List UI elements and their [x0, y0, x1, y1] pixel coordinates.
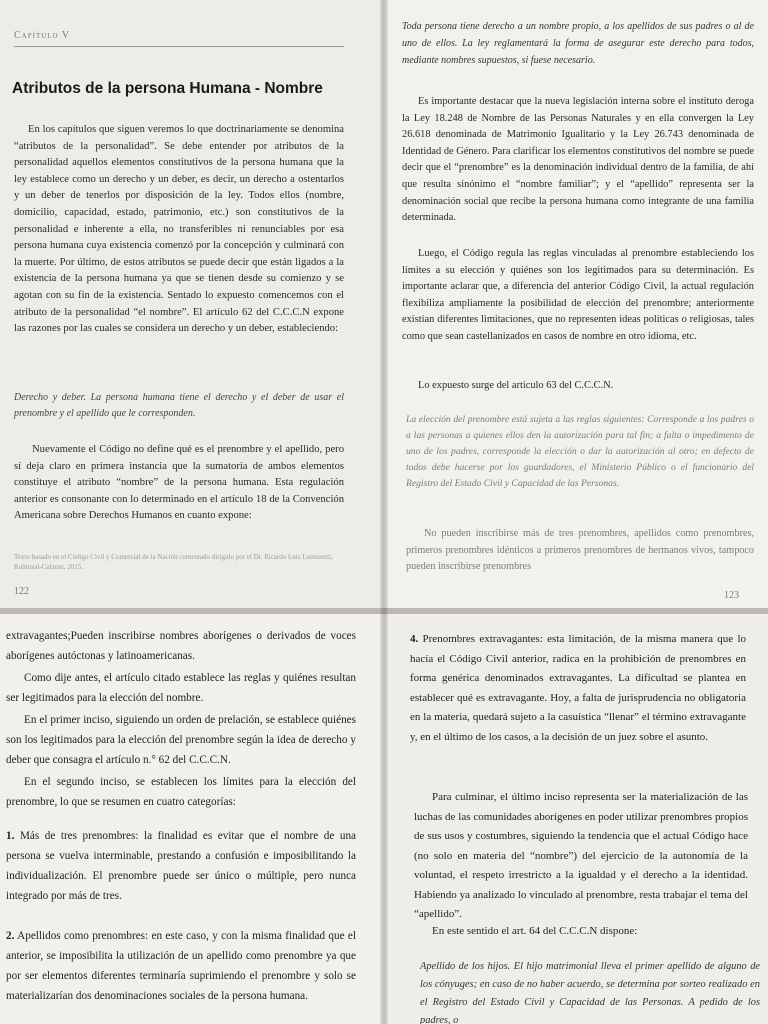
- page-number: 122: [14, 586, 29, 597]
- page-number: 123: [724, 590, 739, 601]
- list-item: [6, 926, 356, 1006]
- item-text: Prenombres extravagantes: esta limitación, de la misma manera que lo hacía el Código Civil anterior, radica en la prohibición de prenombres en forma genérica denominados extravagantes. La dificultad se plantea en establecer qué es extravagante. Hoy, a falta de jurisprudencia no obligatoria en la materia, quedará sujeto a la casuística “llenar” el término extravagante y, en el último de los casos, a la decisión de un juez sobre el asunto.: [410, 633, 746, 743]
- item-text: Más de tres prenombres: la finalidad es evitar que el nombre de una persona se vuelva interminable, prestando a confusión e imposibilitando la individualización. El prenombre puede ser único o múltiple, pero nunca integrado por más de tres.: [6, 830, 357, 902]
- book-gutter: [380, 0, 388, 1024]
- header-rule: [14, 46, 344, 47]
- page-124: [0, 612, 384, 1024]
- paragraph: Para culminar, el último inciso representa ser la materialización de las luchas de las comunidades aborígenes en poder utilizar prenombres propios de sus usos y costumbres, siguiendo la tendencia que el actual Código hace (no solo en materia del “nombre”) del ejercicio de la autonomía de la voluntad, el respeto irrestricto a la igualdad y el derecho a la identidad. Habiendo ya analizado lo vinculado al prenombre, resta trabajar el tema del “apellido”.: [414, 791, 748, 920]
- footnote: Texto basado en el Código Civil y Comercial de la Nación comentado dirigido por el Dr. Ricardo Luis Lorenzetti, Rubinzal-Culzoni, 2015.: [14, 553, 333, 571]
- page-123: [384, 0, 768, 612]
- block-quote: Apellido de los hijos. El hijo matrimonial lleva el primer apellido de alguno de los cónyuges; en caso de no haber acuerdo, se determina por sorteo realizado en el Registro del Estado Civil y Capacidad de las Personas. A pedido de los padres, o: [420, 961, 760, 1024]
- item-number: 2.: [6, 930, 15, 942]
- paragraph: Luego, el Código regula las reglas vinculadas al prenombre estableciendo los límites a su elección y quiénes son los legitimados para su determinación. Es importante aclarar que, a diferencia del anterior Código Civil, la actual regulación flexibiliza ampliamente la posibilidad de elección del prenombre; anteriormente existían diferentes limitaciones, que no representen ideas políticas o religiosas, tales como que sean castellanizados en casos de nombre en otro idioma, etc.: [402, 248, 754, 342]
- block-quote: La elección del prenombre está sujeta a las reglas siguientes: Corresponde a los padres o a las personas a quienes ellos den la autorización para tal fin; a falta o impedimento de uno de los padres, corresponde la elección o dar la autorización al otro; en defecto de todos debe hacerse por los guardadores, el Ministerio Público o el funcionario del Registro del Estado Civil y Capacidad de las Personas.: [406, 414, 754, 489]
- paragraph: En este sentido el art. 64 del C.C.C.N dispone:: [432, 925, 638, 937]
- page-125: [384, 612, 768, 1024]
- paragraph: extravagantes;Pueden inscribirse nombres aborígenes o derivados de voces aborígenes autóctonas y latinoamericanas.: [6, 630, 356, 662]
- paragraph: Es importante destacar que la nueva legislación interna sobre el instituto deroga la Ley 18.248 de Nombre de las Personas Naturales y en ella convergen la Ley 26.618 denominada de Matrimonio Igualitario y la Ley 26.743 denominada de Identidad de Género. Para clarificar los elementos constitutivos del nombre se puede decir que el “prenombre” es la denominación individual dentro de la familia, de ahí que resulta sinónimo el “nombre familiar”; y el “apellido” representa ser la denominación social que recibe la persona humana como integrante de una familia determinada.: [402, 96, 755, 224]
- block-quote: Toda persona tiene derecho a un nombre propio, a los apellidos de sus padres o al de uno de ellos. La ley reglamentará la forma de asegurar este derecho para todos, mediante nombres supuestos, si fuese necesario.: [402, 21, 754, 66]
- item-number: 4.: [410, 633, 419, 645]
- item-number: 1.: [6, 830, 15, 842]
- page-122: [0, 0, 384, 612]
- paragraph: No pueden inscribirse más de tres prenombres, apellidos como prenombres, primeros prenombres idénticos a primeros prenombres de hermanos vivos, tampoco pueden inscribirse prenombres: [406, 528, 754, 573]
- block-quote: Derecho y deber. La persona humana tiene el derecho y el deber de usar el prenombre y el apellido que le corresponden.: [14, 392, 344, 419]
- chapter-title: Atributos de la persona Humana - Nombre: [12, 80, 323, 97]
- list-item: [6, 826, 356, 906]
- list-item: [410, 630, 746, 747]
- running-head: Capítulo V: [14, 30, 71, 41]
- item-text: Apellidos como prenombres: en este caso, y con la misma finalidad que el anterior, se imposibilita la utilización de un apellido como prenombre ya que por ser elementos diferentes terminaría suprimiendo el prenombre y solo se materializarían dos denominaciones sociales de la persona humana.: [6, 930, 356, 1002]
- paragraph: En el primer inciso, siguiendo un orden de prelación, se establece quiénes son los legitimados para la elección del prenombre según la idea de derecho y deber que consagra el artículo n.° 62 del C.C.C.N.: [6, 714, 356, 766]
- paragraph: En los capítulos que siguen veremos lo que doctrinariamente se denomina “atributos de la personalidad”. Se debe entender por atributos de la personalidad aquellos elementos constitutivos de la persona humana que la ley establece como un derecho y un deber, es decir, un derecho a ostentarlos y un deber de tenerlos por disposición de la ley. Todos ellos (nombre, domicilio, capacidad, estado, patrimonio, etc.) son constitutivos de la personalidad e inherente a ella, no transferibles ni renunciables por esa persona humana cuya existencia comenzó por la concepción y culminará con la muerte. Por último, de estos atributos se puede decir que están ligados a la existencia de la persona humana ya que se tienen desde su comienzo y se agotan con su fin de la existencia. Sentado lo expuesto comencemos con el atributo de la personalidad “el nombre”. El artículo 62 del C.C.C.N expone las razones por las cuales se considera un derecho y un deber, estableciendo:: [14, 124, 344, 335]
- paragraph: Como dije antes, el artículo citado establece las reglas y quiénes resultan ser legitimados para la elección del nombre.: [6, 672, 356, 704]
- paragraph: Nuevamente el Código no define qué es el prenombre y el apellido, pero sí deja claro en primera instancia que la sumatoria de ambos elementos constituye el atributo “nombre” de la persona humana. Esta regulación anterior es consonante con lo determinado en el artículo 18 de la Convención Americana sobre Derechos Humanos en cuanto expone:: [14, 444, 344, 522]
- paragraph: Lo expuesto surge del artículo 63 del C.C.C.N.: [418, 380, 614, 391]
- paragraph: En el segundo inciso, se establecen los límites para la elección del prenombre, lo que se resumen en cuatro categorías:: [6, 776, 356, 808]
